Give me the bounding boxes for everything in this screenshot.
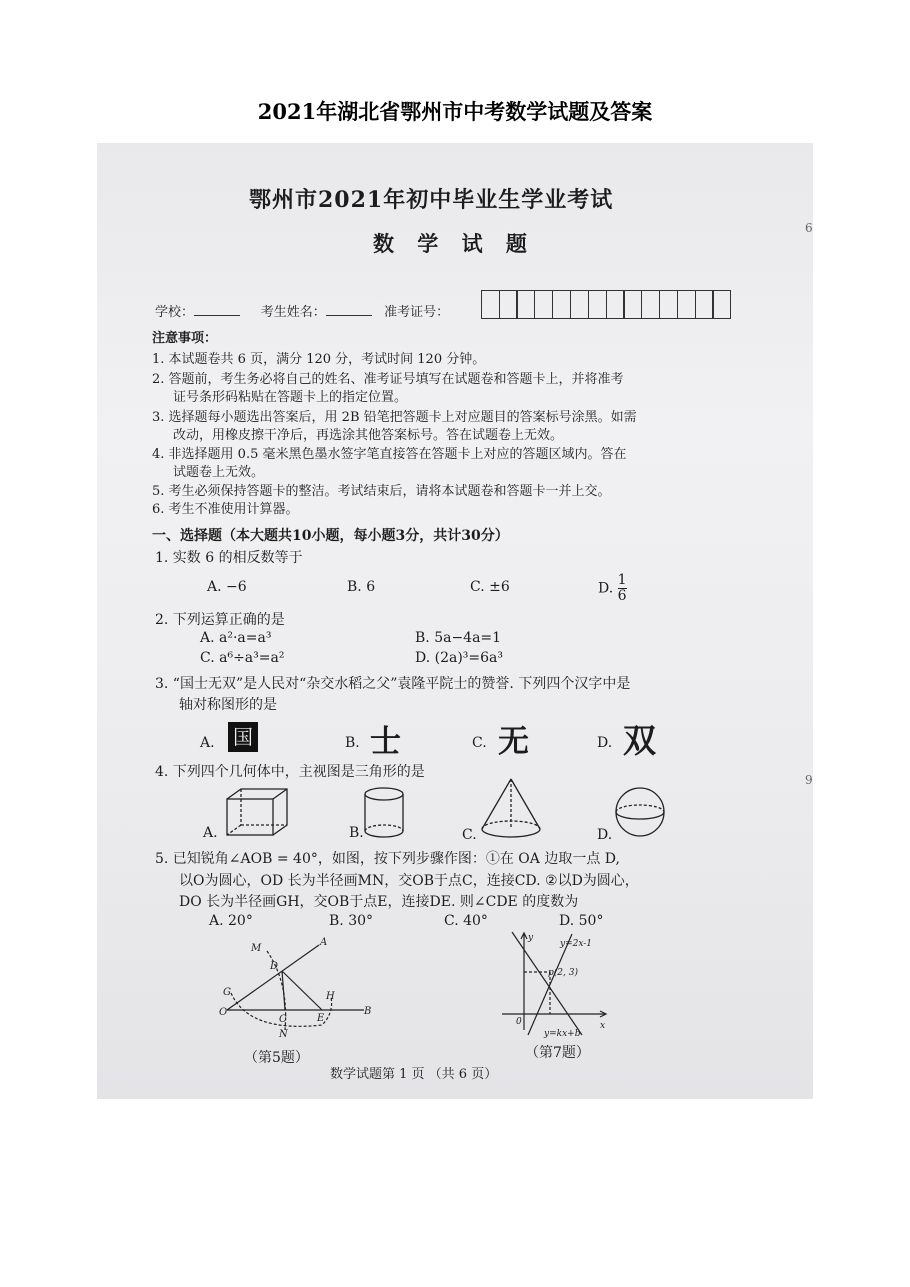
exam-photo — [97, 143, 813, 1099]
question-5-line: 以O为圆心，OD 长为半径画MN，交OB于点C，连接CD. ②以D为圆心， — [179, 873, 639, 889]
q4-option-a: A. — [203, 825, 218, 841]
q5-option-a: A. 20° — [209, 913, 253, 929]
char-shi: 士 — [370, 724, 401, 760]
exam-subject: 数 学 试 题 — [373, 231, 535, 256]
note-line: 1. 本试题卷共 6 页，满分 120 分，考试时间 120 分钟。 — [152, 352, 486, 367]
fraction: $\frac{1}{6}$ — [617, 572, 627, 604]
label-D: D — [270, 961, 279, 972]
char-shuang: 双 — [623, 721, 656, 760]
label-E: E — [317, 1013, 325, 1024]
question-3-stem: 轴对称图形的是 — [179, 697, 277, 713]
note-line: 3. 选择题每小题选出答案后，用 2B 铅笔把答题卡上对应题目的答案标号涂黑。如需 — [152, 410, 637, 425]
axis-x-label: x — [600, 1021, 606, 1031]
q3-option-d: D. — [597, 735, 613, 751]
label-H: H — [326, 991, 335, 1002]
q4-option-c: C. — [462, 827, 477, 843]
name-blank — [326, 314, 372, 316]
q4-option-d: D. — [597, 827, 613, 843]
exam-title: 鄂州市2021年初中毕业生学业考试 — [249, 187, 614, 213]
note-line: 6. 考生不准使用计算器。 — [152, 502, 299, 517]
question-5-line: DO 长为半径画GH，交OB于点E，连接DE. 则∠CDE 的度数为 — [179, 894, 579, 910]
school-label: 学校： — [155, 305, 195, 320]
q5-option-b: B. 30° — [329, 913, 374, 929]
figure-5-diagram — [219, 933, 372, 1043]
q1-option-a: A. −6 — [207, 579, 247, 595]
question-4-stem: 4. 下列四个几何体中，主视图是三角形的是 — [155, 764, 425, 780]
q5-option-d: D. 50° — [559, 913, 604, 929]
q1-option-d — [598, 573, 627, 604]
q2-option-c: C. a⁶÷a³=a² — [200, 650, 285, 666]
question-1-stem: 1. 实数 6 的相反数等于 — [155, 550, 303, 566]
q1-option-b: B. 6 — [347, 579, 376, 595]
q5-option-c: C. 40° — [444, 913, 488, 929]
line-label-1: y=2x-1 — [560, 939, 593, 949]
char-guo-image: 国 — [228, 722, 258, 752]
name-label: 考生姓名： — [260, 305, 326, 320]
char-wu: 无 — [498, 724, 529, 760]
label-M: M — [251, 943, 262, 954]
axis-y-label: y — [528, 933, 534, 943]
q2-option-a: A. a²·a=a³ — [200, 630, 272, 646]
section-heading: 一、选择题（本大题共10小题，每小题3分，共计30分） — [152, 528, 509, 544]
school-blank — [194, 314, 240, 316]
figure-7-graph — [500, 930, 620, 1040]
note-line: 试题卷上无效。 — [173, 465, 265, 480]
point-label: p(2, 3) — [548, 968, 578, 978]
sphere-figure — [615, 787, 667, 839]
q2-option-d: D. (2a)³=6a³ — [415, 650, 504, 666]
label-O: O — [219, 1007, 228, 1018]
cube-figure — [225, 787, 295, 837]
page-title: 2021年湖北省鄂州市中考数学试题及答案 — [257, 99, 653, 124]
edge-mark: 6 — [805, 221, 813, 235]
q3-option-a: A. — [200, 735, 215, 751]
id-label: 准考证号： — [384, 305, 450, 320]
origin-label: 0 — [516, 1017, 522, 1027]
label-C: C — [279, 1014, 287, 1025]
label-N: N — [279, 1029, 288, 1040]
q2-option-b: B. 5a−4a=1 — [415, 630, 502, 646]
line-label-2: y=kx+b — [544, 1029, 581, 1039]
cone-figure — [480, 777, 544, 841]
q4-option-b: B. — [349, 825, 364, 841]
label-B: B — [364, 1006, 372, 1017]
notes-title: 注意事项： — [152, 331, 218, 346]
label-G: G — [223, 987, 231, 998]
figure-5-caption: （第5题） — [244, 1050, 309, 1066]
question-2-stem: 2. 下列运算正确的是 — [155, 612, 285, 628]
id-number-boxes — [482, 290, 731, 319]
q1-option-c: C. ±6 — [470, 579, 510, 595]
edge-mark: 9 — [805, 773, 813, 787]
note-line: 4. 非选择题用 0.5 毫米黑色墨水签字笔直接答在答题卡上对应的答题区域内。答在 — [152, 447, 627, 462]
note-line: 改动，用橡皮擦干净后，再选涂其他答案标号。答在试题卷上无效。 — [173, 428, 564, 443]
label-A: A — [320, 937, 328, 948]
q3-option-b: B. — [345, 735, 360, 751]
note-line: 2. 答题前，考生务必将自己的姓名、准考证号填写在试题卷和答题卡上，并将准考 — [152, 372, 624, 387]
page-footer: 数学试题第 1 页 （共 6 页） — [330, 1067, 498, 1082]
q1-option-d-label: D. — [598, 580, 614, 597]
question-5-line: 5. 已知锐角∠AOB = 40°，如图，按下列步骤作图：①在 OA 边取一点 D, — [155, 851, 620, 867]
q3-option-c: C. — [472, 735, 487, 751]
header-fields — [155, 301, 449, 320]
note-line: 证号条形码粘贴在答题卡上的指定位置。 — [173, 390, 408, 405]
note-line: 5. 考生必须保持答题卡的整洁。考试结束后，请将本试题卷和答题卡一并上交。 — [152, 484, 611, 499]
figure-7-caption: （第7题） — [525, 1045, 590, 1061]
cylinder-figure — [363, 787, 407, 841]
question-3-stem: 3. “国士无双”是人民对“杂交水稻之父”袁隆平院士的赞誉. 下列四个汉字中是 — [155, 676, 631, 692]
